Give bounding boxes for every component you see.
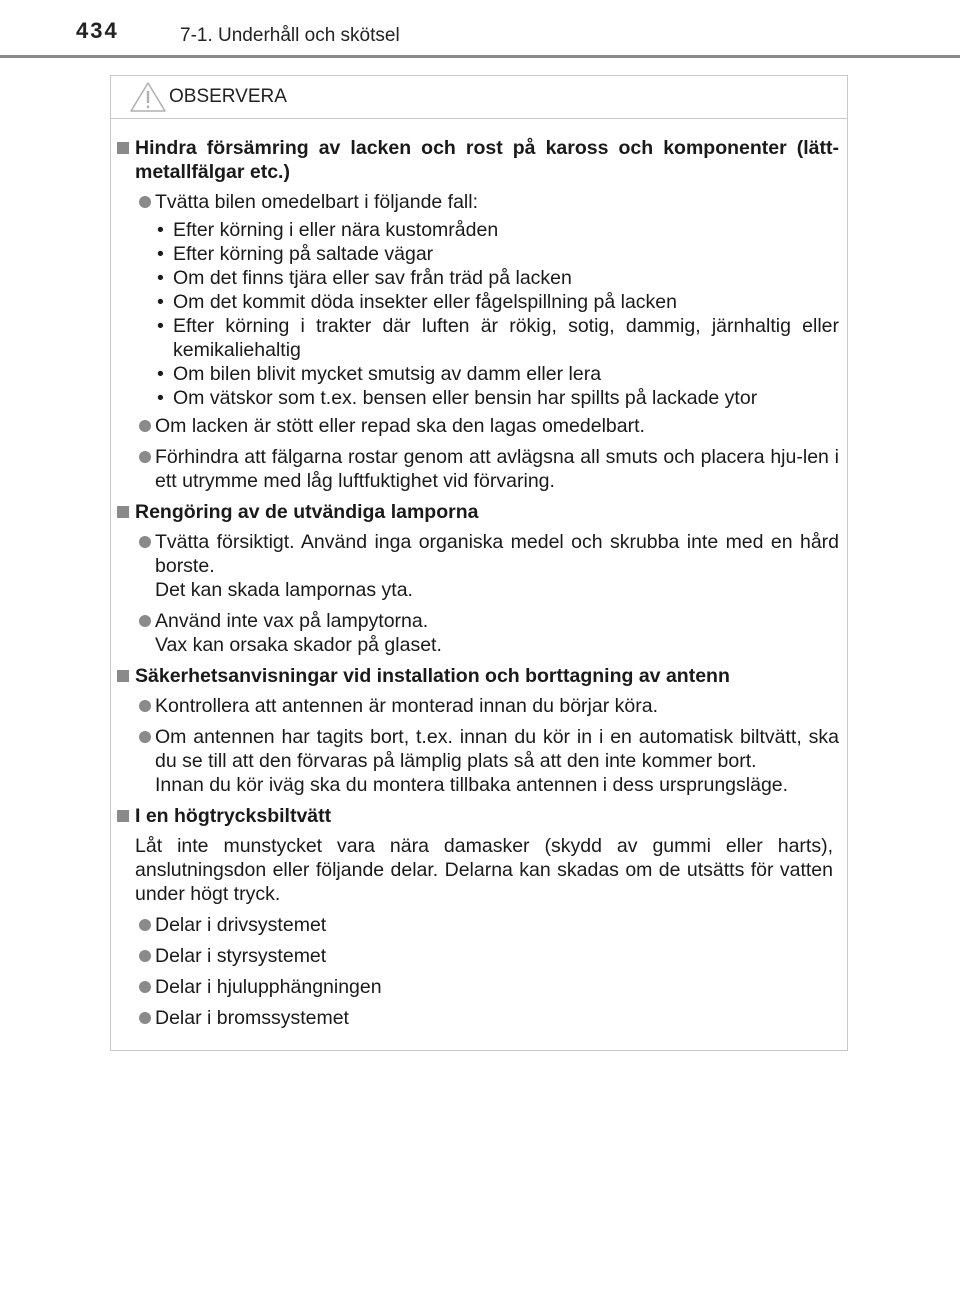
notice-box <box>110 75 848 1051</box>
section-heading <box>111 500 839 524</box>
square-bullet-icon <box>117 506 129 518</box>
bullet-note: Vax kan orsaka skador på glaset. <box>155 634 442 656</box>
bullet-text: Om lacken är stött eller repad ska den lagas omedelbart. <box>155 415 645 437</box>
notice-content <box>111 119 847 1030</box>
section-heading-text: Hindra försämring av lacken och rost på kaross och komponenter (lätt-metallfälgar etc.) <box>135 137 839 183</box>
square-bullet-icon <box>117 142 129 154</box>
notice-header <box>111 76 847 119</box>
section-title: 7-1. Underhåll och skötsel <box>180 25 400 46</box>
square-bullet-icon <box>117 810 129 822</box>
bullet-item <box>111 975 839 999</box>
page-number: 434 <box>76 18 119 43</box>
bullet-text: Förhindra att fälgarna rostar genom att avlägsna all smuts och placera hju-len i ett utrymme med låg luftfuktighet vid förvaring. <box>155 446 839 492</box>
round-bullet-icon <box>139 451 151 463</box>
sub-item: • Efter körning i trakter där luften är rökig, sotig, dammig, järnhaltig eller kemikaliehaltig <box>157 315 839 361</box>
bullet-item <box>111 190 839 214</box>
bullet-item <box>111 913 839 937</box>
bullet-text: Delar i bromssystemet <box>155 1007 349 1029</box>
round-bullet-icon <box>139 981 151 993</box>
round-bullet-icon <box>139 700 151 712</box>
bullet-item <box>111 725 839 797</box>
bullet-text: Delar i drivsystemet <box>155 914 327 936</box>
bullet-text: Använd inte vax på lampytorna. <box>155 610 429 632</box>
bullet-item <box>111 609 839 657</box>
square-bullet-icon <box>117 670 129 682</box>
round-bullet-icon <box>139 919 151 931</box>
bullet-item <box>111 694 839 718</box>
round-bullet-icon <box>139 196 151 208</box>
sub-item: • Om det finns tjära eller sav från träd på lacken <box>157 267 572 289</box>
bullet-text: Delar i styrsystemet <box>155 945 327 967</box>
sub-item: • Efter körning i eller nära kustområden <box>157 219 499 241</box>
round-bullet-icon <box>139 615 151 627</box>
round-bullet-icon <box>139 536 151 548</box>
notice-label: OBSERVERA <box>169 86 287 107</box>
bullet-item <box>111 530 839 602</box>
section-heading-text: Säkerhetsanvisningar vid installation och borttagning av antenn <box>135 665 730 687</box>
bullet-item <box>111 944 839 968</box>
sub-list <box>111 218 839 410</box>
bullet-text: Kontrollera att antennen är monterad innan du börjar köra. <box>155 695 658 717</box>
bullet-note: Innan du kör iväg ska du montera tillbaka antennen i dess ursprungsläge. <box>155 774 789 796</box>
bullet-text: Tvätta bilen omedelbart i följande fall: <box>155 191 479 213</box>
round-bullet-icon <box>139 731 151 743</box>
bullet-text: Delar i hjulupphängningen <box>155 976 382 998</box>
section-heading <box>111 136 839 184</box>
section-heading-text: Rengöring av de utvändiga lamporna <box>135 501 479 523</box>
bullet-text: Tvätta försiktigt. Använd inga organiska medel och skrubba inte med en hård borste. <box>155 531 839 577</box>
section-heading <box>111 664 839 688</box>
warning-triangle-icon <box>129 81 167 113</box>
bullet-text: Om antennen har tagits bort, t.ex. innan du kör in i en automatisk biltvätt, ska du se till att den förvaras på lämplig plats så att den inte kommer bort. <box>155 726 839 772</box>
bullet-note: Det kan skada lampornas yta. <box>155 579 413 601</box>
sub-item: • Om vätskor som t.ex. bensen eller bensin har spillts på lackade ytor <box>157 387 758 409</box>
round-bullet-icon <box>139 950 151 962</box>
section-intro: Låt inte munstycket vara nära damasker (skydd av gummi eller harts), anslutningsdon eller följande delar. Delarna kan skadas om de utsätts för vatten under högt tryck. <box>135 835 833 905</box>
sub-item: • Om det kommit döda insekter eller fågelspillning på lacken <box>157 291 678 313</box>
sub-item: • Om bilen blivit mycket smutsig av damm eller lera <box>157 363 602 385</box>
page-header <box>0 0 960 62</box>
round-bullet-icon <box>139 420 151 432</box>
round-bullet-icon <box>139 1012 151 1024</box>
bullet-item <box>111 445 839 493</box>
section-heading <box>111 804 839 828</box>
bullet-item <box>111 414 839 438</box>
header-divider <box>0 55 960 58</box>
sub-item: • Efter körning på saltade vägar <box>157 243 434 265</box>
section-heading-text: I en högtrycksbiltvätt <box>135 805 332 827</box>
bullet-item <box>111 1006 839 1030</box>
